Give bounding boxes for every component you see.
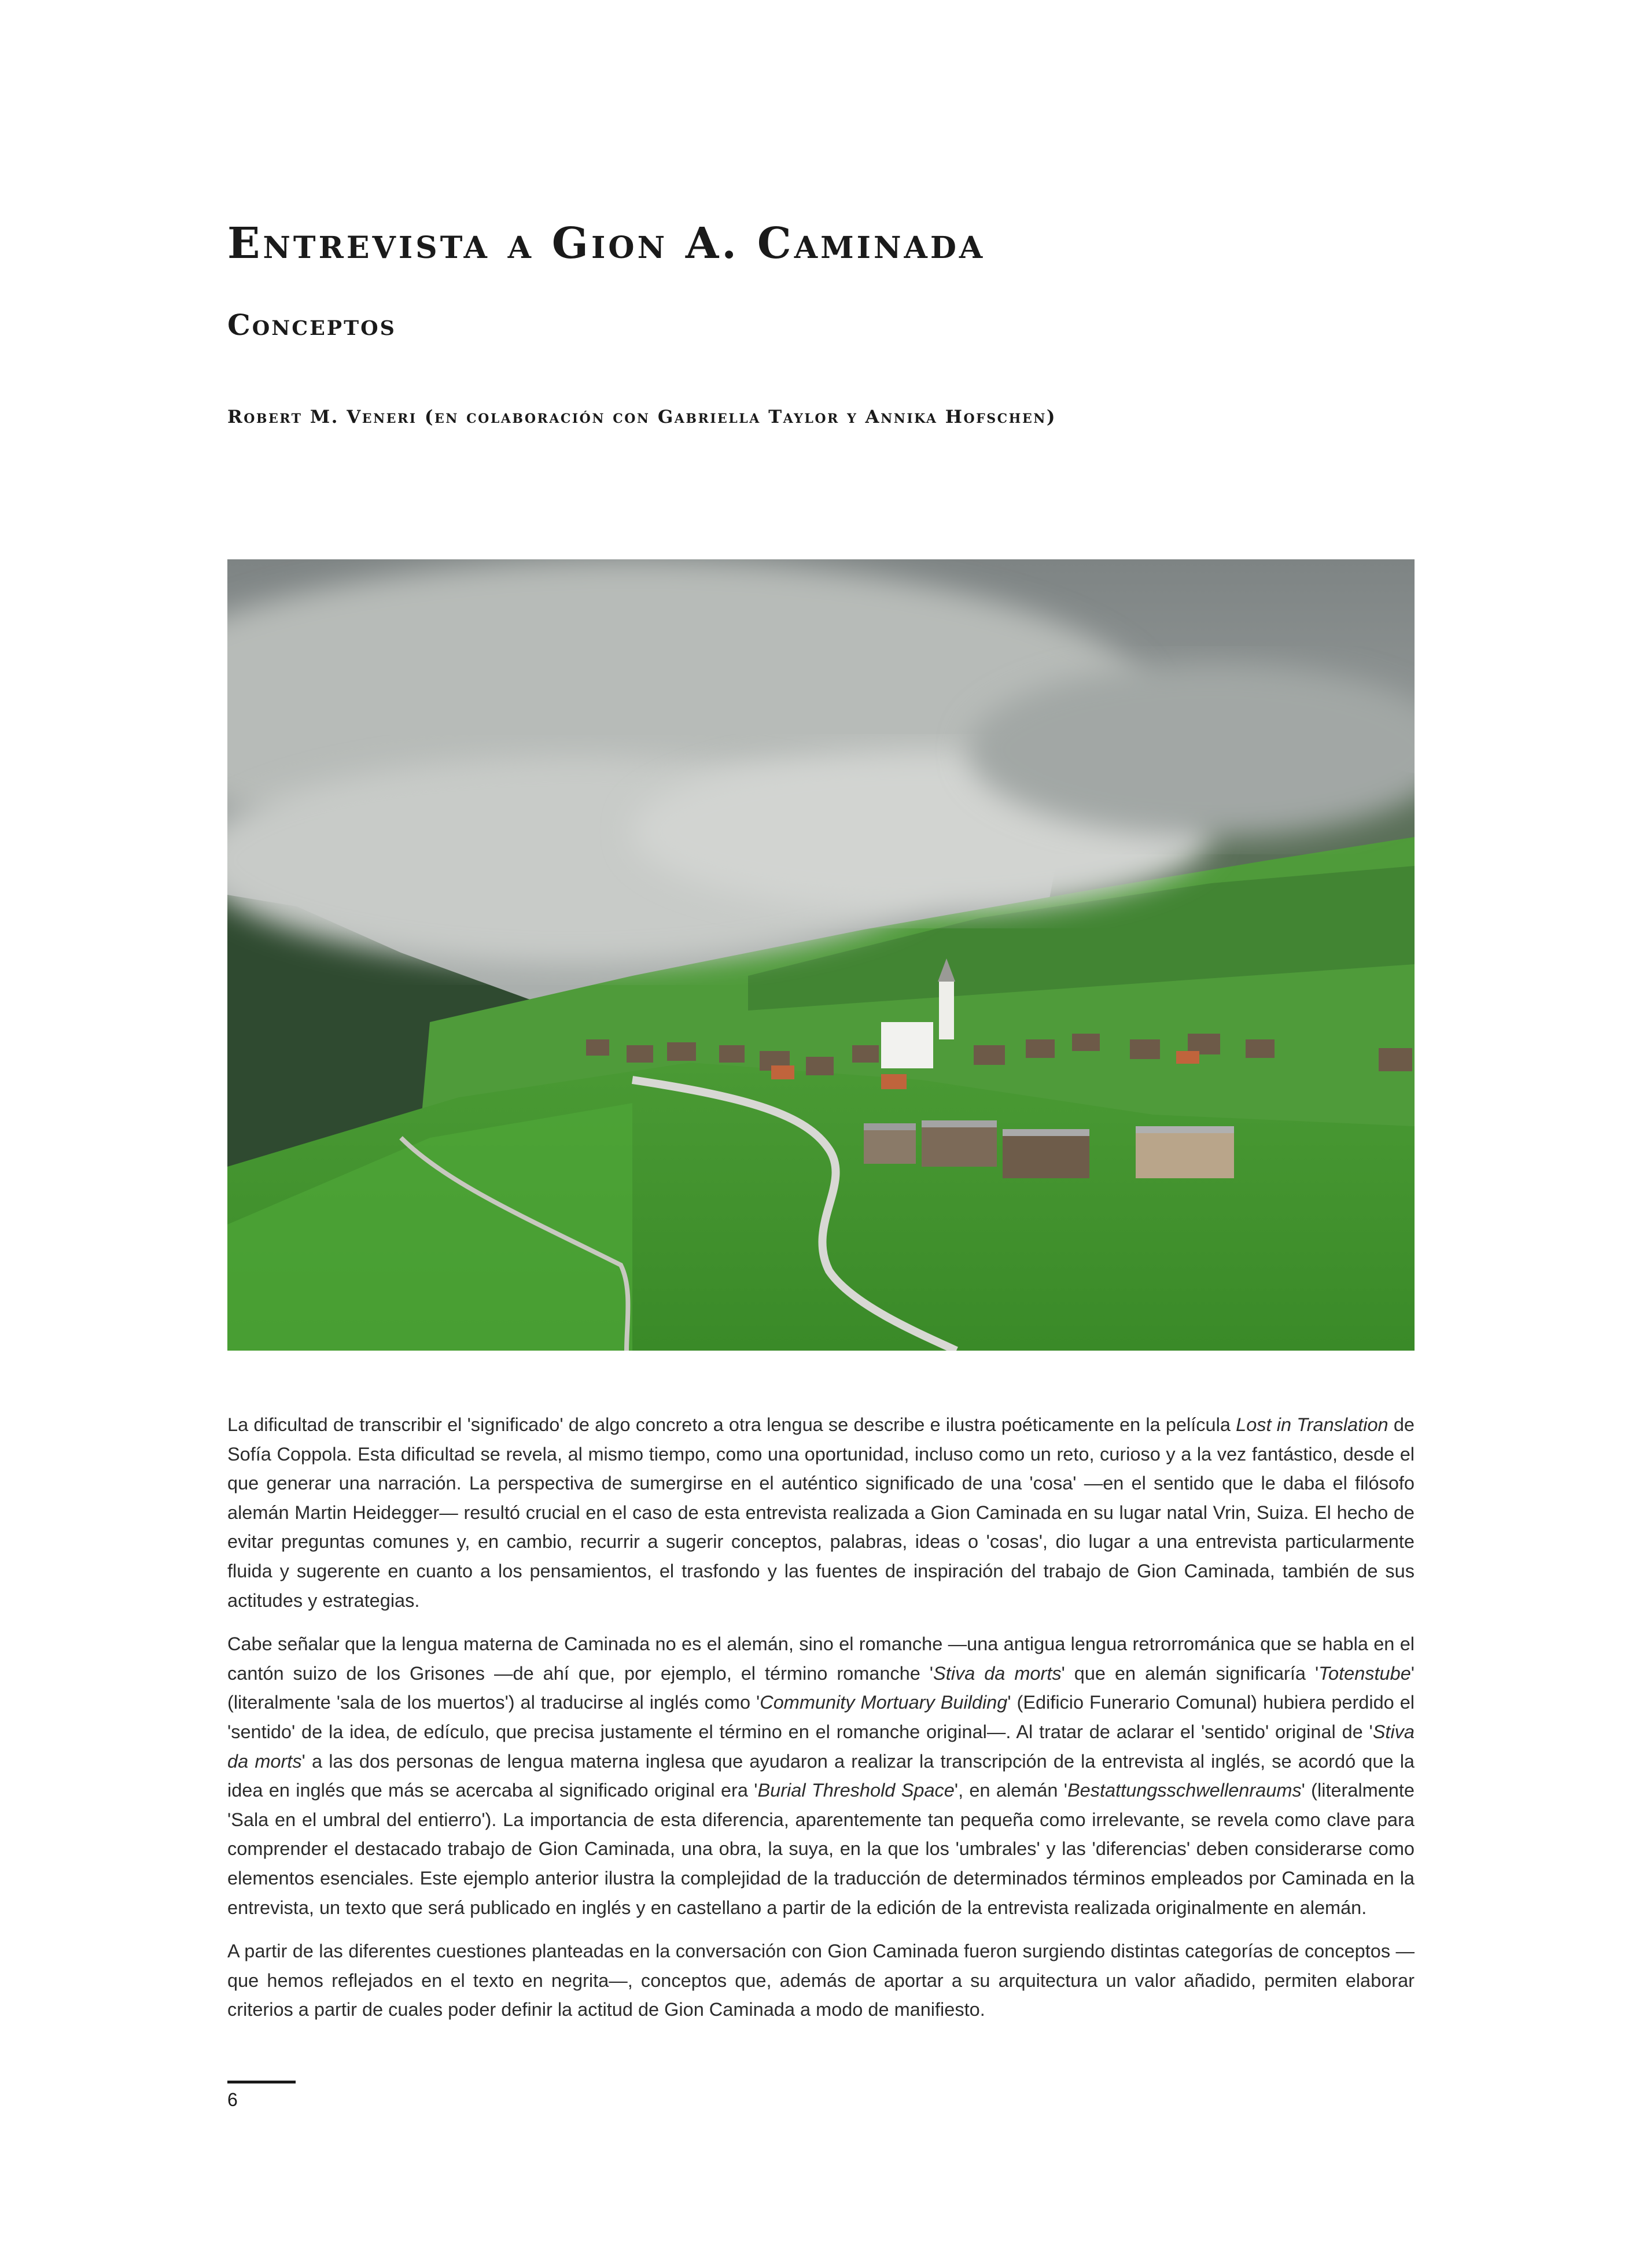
page-number-rule bbox=[227, 2081, 296, 2083]
paragraph-text: de Sofía Coppola. Esta dificultad se revela, al mismo tiempo, como una oportunidad, incluso como un reto, curioso y a la vez fantástico, desde el que generar una narración. La perspectiva de sumergirse en el auténtico significado de una 'cosa' —en el sentido que le daba el filósofo alemán Martin Heidegger— resultó crucial en el caso de esta entrevista realizada a Gion Caminada en su lugar natal Vrin, Suiza. El hecho de evitar preguntas comunes y, en cambio, recurrir a sugerir conceptos, palabras, ideas o 'cosas', dio lugar a una entrevista particularmente fluida y sugerente en cuanto a los pensamientos, el trasfondo y las fuentes de inspiración del trabajo de Gion Caminada, también de sus actitudes y estrategias. bbox=[227, 1414, 1415, 1611]
section-subtitle: Conceptos bbox=[227, 308, 396, 342]
italic-term: Stiva da morts bbox=[227, 1721, 1415, 1772]
italic-term: Community Mortuary Building bbox=[760, 1692, 1008, 1713]
italic-term: Bestattungsschwellenraums bbox=[1067, 1780, 1302, 1801]
page-number: 6 bbox=[227, 2089, 238, 2110]
paragraph-text: Cabe señalar que la lengua materna de Caminada no es el alemán, sino el romanche —una antigua lengua retrorrománica que se habla en el cantón suizo de los Grisones —de ahí que, por ejemplo, el término romanche ' bbox=[227, 1633, 1415, 1684]
italic-term: Stiva da morts bbox=[933, 1662, 1062, 1684]
paragraph-text: ' a las dos personas de lengua materna inglesa que ayudaron a realizar la transcripción de la entrevista al inglés, se acordó que la idea en inglés que más se acercaba al significado original era ' bbox=[227, 1750, 1415, 1801]
body-paragraph bbox=[227, 1629, 1415, 1922]
body-paragraph bbox=[227, 1410, 1415, 1615]
paragraph-text: ', en alemán ' bbox=[954, 1780, 1067, 1801]
body-paragraph bbox=[227, 1937, 1415, 2024]
landscape-photo bbox=[227, 559, 1415, 1351]
paragraph-text: La dificultad de transcribir el 'significado' de algo concreto a otra lengua se describe e ilustra poéticamente en la película bbox=[227, 1414, 1236, 1435]
paragraph-text: ' (literalmente 'sala de los muertos') al traducirse al inglés como ' bbox=[227, 1662, 1415, 1713]
paragraph-text: ' (literalmente 'Sala en el umbral del entierro'). La importancia de esta diferencia, aparentemente tan pequeña como irrelevante, se revela como clave para comprender el destacado trabajo de Gion Caminada, una obra, la suya, en la que los 'umbrales' y las 'diferencias' deben considerarse como elementos esenciales. Este ejemplo anterior ilustra la complejidad de la traducción de determinados términos empleados por Caminada en la entrevista, un texto que será publicado en inglés y en castellano a partir de la edición de la entrevista realizada originalmente en alemán. bbox=[227, 1780, 1415, 1918]
paragraph-text: A partir de las diferentes cuestiones planteadas en la conversación con Gion Caminada fueron surgiendo distintas categorías de conceptos —que hemos reflejados en el texto en negrita—, conceptos que, además de aportar a su arquitectura un valor añadido, permiten elaborar criterios a partir de cuales poder definir la actitud de Gion Caminada a modo de manifiesto. bbox=[227, 1941, 1415, 2020]
italic-term: Totenstube bbox=[1318, 1662, 1411, 1684]
article-title: Entrevista a Gion A. Caminada bbox=[227, 219, 986, 268]
author-byline: Robert M. Veneri (en colaboración con Gabriella Taylor y Annika Hofschen) bbox=[227, 407, 1057, 427]
article-body bbox=[227, 1410, 1415, 2039]
italic-term: Burial Threshold Space bbox=[757, 1780, 955, 1801]
paragraph-text: ' (Edificio Funerario Comunal) hubiera perdido el 'sentido' de la idea, de edículo, que precisa justamente el término en el romanche original—. Al tratar de aclarar el 'sentido' original de ' bbox=[227, 1692, 1415, 1742]
paragraph-text: ' que en alemán significaría ' bbox=[1061, 1662, 1319, 1684]
vrin-village-photo-icon bbox=[227, 559, 1415, 1351]
italic-term: Lost in Translation bbox=[1236, 1414, 1388, 1435]
